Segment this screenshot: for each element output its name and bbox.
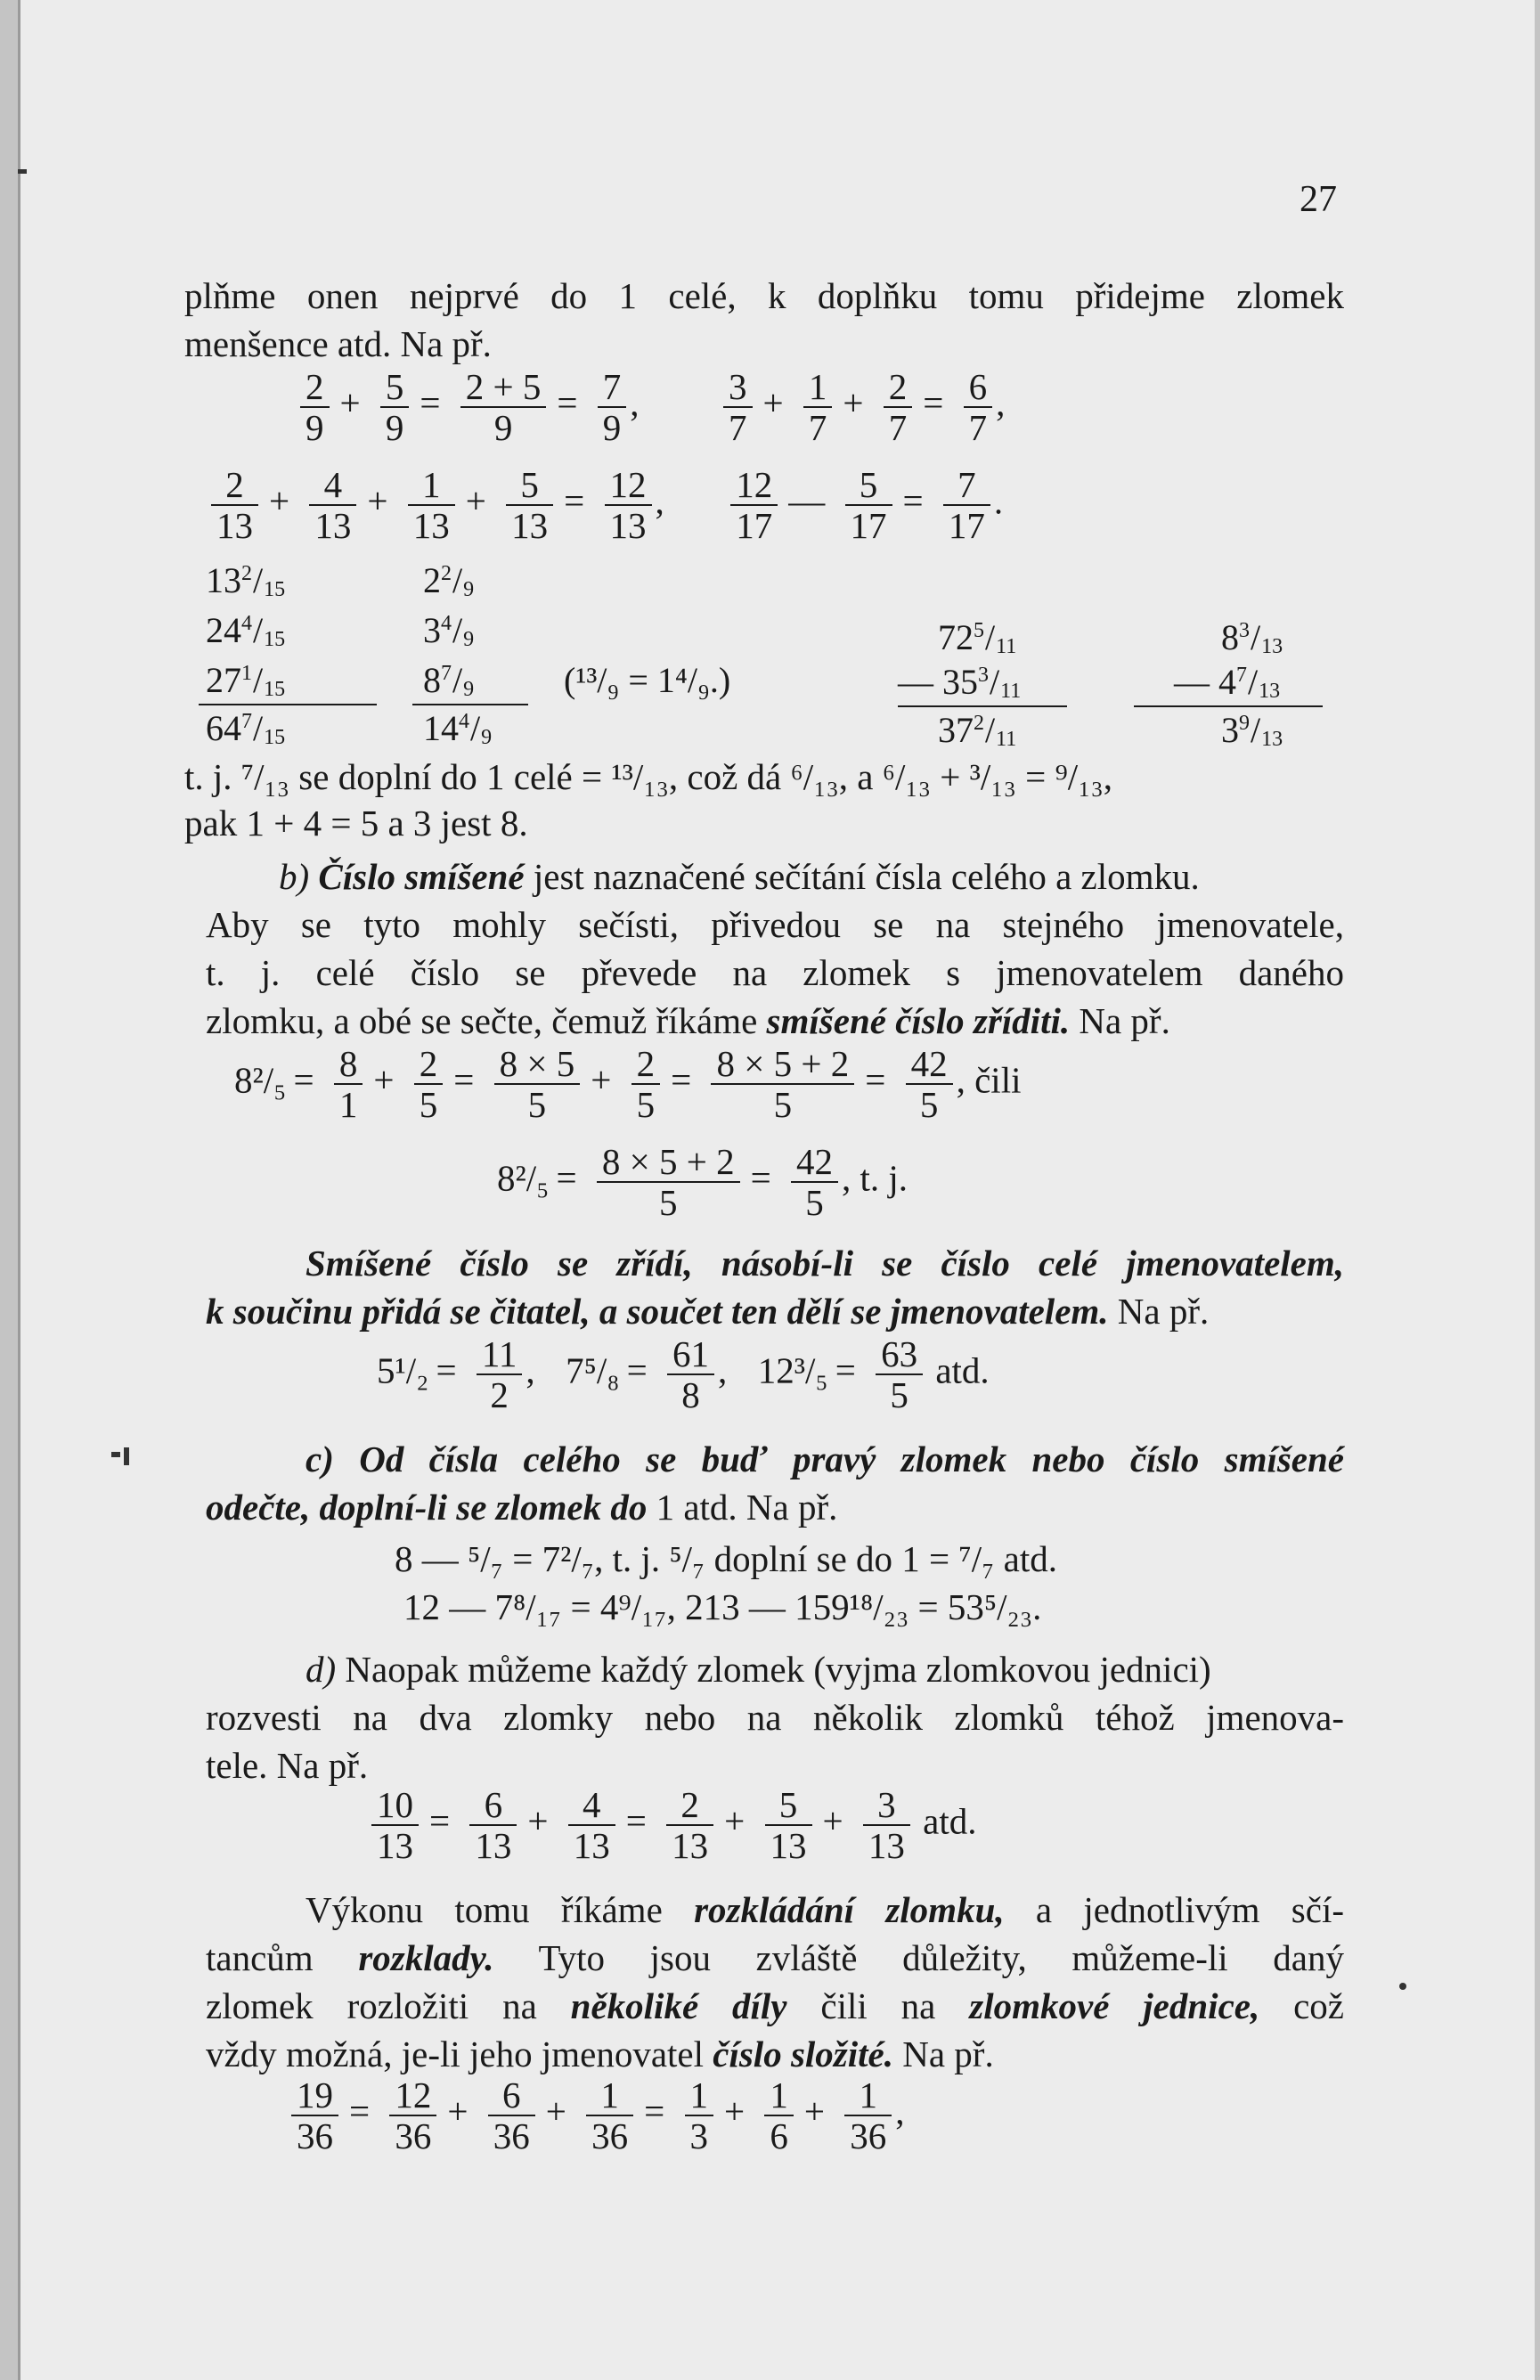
p3-line2: tancům rozklady. Tyto jsou zvláště důležity, můžeme-li daný [206, 1937, 1345, 1978]
page-number: 27 [1300, 179, 1337, 220]
fraction: $\frac{11}{2}$ [477, 1334, 522, 1414]
fraction: $\frac{2}{5}$ [631, 1044, 661, 1124]
rule-line2: k součinu přidá se čitatel, a součet ten dělí se jmenovatelem. Na př. [206, 1291, 1210, 1332]
fraction: $\frac{1}{7}$ [803, 367, 833, 447]
section-c-line2: odečte, doplní-li se zlomek do 1 atd. Na př. [206, 1487, 838, 1528]
fraction: $\frac{6}{7}$ [964, 367, 993, 447]
fraction: $\frac{10}{13}$ [371, 1785, 419, 1865]
fraction: $\frac{1}{6}$ [764, 2075, 794, 2156]
term: rozkládání zlomku, [694, 1889, 1005, 1930]
fraction: $\frac{12}{13}$ [605, 465, 652, 545]
section-c-line1: c) Od čísla celého se buď pravý zlomek nebo číslo smíšené [306, 1439, 1345, 1479]
fraction: $\frac{12}{17}$ [730, 465, 778, 545]
margin-mark [18, 169, 27, 174]
fraction: $\frac{8 \times 5 + 2}{5}$ [711, 1044, 854, 1124]
table-cell: $64^7/_{15}$ [206, 708, 286, 749]
p3-line4: vždy možná, je-li jeho jmenovatel číslo složité. Na př. [206, 2034, 994, 2074]
fraction: $\frac{12}{36}$ [389, 2075, 436, 2156]
equation-row-1: $\frac{2}{9}$ + $\frac{5}{9}$ = $\frac{2 + 5}{9}$ = $\frac{7}{9}$ , $\frac{3}{7}$ + $\frac{1}{7}$ + $\frac{2}{7}$ = $\frac{6}{7}$ , [297, 367, 1005, 447]
fraction: $\frac{5}{9}$ [380, 367, 410, 447]
term: smíšené číslo zříditi. [766, 1000, 1071, 1041]
table-note: (¹³/₉ = 1⁴/₉.) [564, 660, 731, 700]
fraction: $\frac{1}{36}$ [844, 2075, 892, 2156]
fraction: $\frac{6}{13}$ [469, 1785, 517, 1865]
p2-line1: t. j. ⁷/₁₃ se doplní do 1 celé = ¹³/₁₃, což dá ⁶/₁₃, a ⁶/₁₃ + ³/₁₃ = ⁹/₁₃, [184, 756, 1113, 797]
table-cell: $2^2/_9$ [423, 560, 475, 601]
term: několiké díly [570, 1985, 787, 2026]
p1-line2: menšence atd. Na př. [184, 323, 492, 364]
fraction: $\frac{2}{13}$ [211, 465, 258, 545]
equation-row-5: 5¹/₂ = $\frac{11}{2}$ , 7⁵/₈ = $\frac{61}{8}$ , 12³/₅ = $\frac{63}{5}$ atd. [377, 1333, 990, 1415]
fraction: $\frac{1}{36}$ [586, 2075, 633, 2156]
fraction: $\frac{4}{13}$ [568, 1785, 615, 1865]
fraction: $\frac{63}{5}$ [876, 1334, 923, 1414]
fraction: $\frac{42}{5}$ [906, 1044, 953, 1124]
p3-line1: Výkonu tomu říkáme rozkládání zlomku, a jednotlivým sčí- [306, 1889, 1344, 1930]
fraction: $\frac{5}{13}$ [765, 1785, 812, 1865]
table-cell: $24^4/_{15}$ [206, 610, 286, 651]
table-cell: — $35^3/_{11}$ [898, 662, 1022, 703]
table-cell: $3^9/_{13}$ [1221, 710, 1283, 751]
fraction: $\frac{8}{1}$ [334, 1044, 363, 1124]
section-d-line3: tele. Na př. [206, 1745, 369, 1786]
fraction: $\frac{2}{7}$ [884, 367, 913, 447]
rule-line1: Smíšené číslo se zřídí, násobí-li se číslo celé jmenovatelem, [306, 1243, 1344, 1284]
section-b-line1: b) Číslo smíšené jest naznačené sečítání čísla celého a zlomku. [279, 856, 1200, 897]
table-cell: $13^2/_{15}$ [206, 560, 286, 601]
sum-rule [412, 704, 528, 705]
fraction: $\frac{2 + 5}{9}$ [460, 367, 547, 447]
table-cell: $72^5/_{11}$ [938, 617, 1017, 658]
p1-line1: plňme onen nejprvé do 1 celé, k doplňku tomu přidejme zlomek [184, 275, 1344, 316]
table-cell: $3^4/_9$ [423, 610, 475, 651]
fraction: $\frac{5}{17}$ [845, 465, 892, 545]
table-cell: — $4^7/_{13}$ [1174, 662, 1281, 703]
section-b-line3: t. j. celé číslo se převede na zlomek s jmenovatelem daného [206, 952, 1344, 993]
section-b-line2: Aby se tyto mohly sečísti, přivedou se na stejného jmenovatele, [206, 904, 1344, 945]
p2-line2: pak 1 + 4 = 5 a 3 jest 8. [184, 803, 528, 844]
section-c-eq2: 12 — 7⁸/₁₇ = 4⁹/₁₇, 213 — 159¹⁸/₂₃ = 53⁵/₂₃. [403, 1586, 1042, 1627]
fraction: $\frac{8 \times 5}{5}$ [494, 1044, 581, 1124]
fraction: $\frac{4}{13}$ [309, 465, 356, 545]
fraction: $\frac{3}{13}$ [863, 1785, 910, 1865]
section-c-eq1: 8 — ⁵/₇ = 7²/₇, t. j. ⁵/₇ doplní se do 1 = ⁷/₇ atd. [395, 1538, 1057, 1579]
fraction: $\frac{42}{5}$ [791, 1142, 838, 1222]
fraction: $\frac{19}{36}$ [291, 2075, 338, 2156]
fraction: $\frac{1}{3}$ [685, 2075, 714, 2156]
fraction: $\frac{61}{8}$ [667, 1334, 714, 1414]
fraction: $\frac{2}{13}$ [666, 1785, 713, 1865]
table-cell: $8^3/_{13}$ [1221, 617, 1283, 658]
book-page [18, 0, 1535, 2380]
term: zlomkové jednice, [969, 1985, 1260, 2026]
fraction: $\frac{8 \times 5 + 2}{5}$ [597, 1142, 740, 1222]
section-label: d) [306, 1649, 337, 1690]
sum-rule [898, 705, 1067, 707]
p3-line3: zlomek rozložiti na několiké díly čili na zlomkové jednice, což [206, 1985, 1345, 2026]
section-d-line1: d) Naopak můžeme každý zlomek (vyjma zlomkovou jednici) [306, 1649, 1211, 1690]
section-label: b) [279, 856, 310, 897]
table-cell: $27^1/_{15}$ [206, 660, 286, 701]
margin-mark [1399, 1983, 1406, 1990]
fraction: $\frac{5}{13}$ [506, 465, 553, 545]
fraction: $\frac{7}{9}$ [598, 367, 627, 447]
table-cell: $8^7/_9$ [423, 660, 475, 701]
sum-rule [1134, 705, 1323, 707]
term: číslo složité. [713, 2034, 893, 2074]
fraction: $\frac{3}{7}$ [723, 367, 753, 447]
equation-row-7: $\frac{19}{36}$ = $\frac{12}{36}$ + $\frac{6}{36}$ + $\frac{1}{36}$ = $\frac{1}{3}$ + $\frac{1}{6}$ + $\frac{1}{36}$ , [288, 2075, 905, 2156]
fraction: $\frac{1}{13}$ [408, 465, 455, 545]
table-cell: $37^2/_{11}$ [938, 710, 1017, 751]
equation-row-2: $\frac{2}{13}$ + $\frac{4}{13}$ + $\frac{1}{13}$ + $\frac{5}{13}$ = $\frac{12}{13}$ , $\frac{12}{17}$ — $\frac{5}{17}$ = $\frac{7}{17}$ . [208, 465, 1003, 545]
fraction: $\frac{2}{5}$ [414, 1044, 444, 1124]
margin-mark [124, 1447, 129, 1465]
fraction: $\frac{7}{17}$ [943, 465, 990, 545]
section-b-line4: zlomku, a obé se sečte, čemuž říkáme smíšené číslo zříditi. Na př. [206, 1000, 1170, 1041]
equation-row-6: $\frac{10}{13}$ = $\frac{6}{13}$ + $\frac{4}{13}$ = $\frac{2}{13}$ + $\frac{5}{13}$ + $\frac{3}{13}$ atd. [368, 1785, 976, 1865]
equation-row-3: 8²/₅ = $\frac{8}{1}$ + $\frac{2}{5}$ = $\frac{8 \times 5}{5}$ + $\frac{2}{5}$ = $\frac{8 \times 5 + 2}{5}$ = $\frac{42}{5}$ , čili [234, 1043, 1022, 1125]
table-cell: $14^4/_9$ [423, 708, 493, 749]
fraction: $\frac{6}{36}$ [488, 2075, 535, 2156]
term: Číslo smíšené [318, 856, 525, 897]
margin-mark [111, 1452, 120, 1457]
equation-row-4: 8²/₅ = $\frac{8 \times 5 + 2}{5}$ = $\frac{42}{5}$ , t. j. [497, 1141, 909, 1223]
section-d-line2: rozvesti na dva zlomky nebo na několik zlomků téhož jmenova- [206, 1697, 1344, 1738]
fraction: $\frac{2}{9}$ [300, 367, 330, 447]
term: rozklady. [358, 1937, 494, 1978]
section-label: c) [306, 1439, 334, 1479]
sum-rule [199, 704, 377, 705]
